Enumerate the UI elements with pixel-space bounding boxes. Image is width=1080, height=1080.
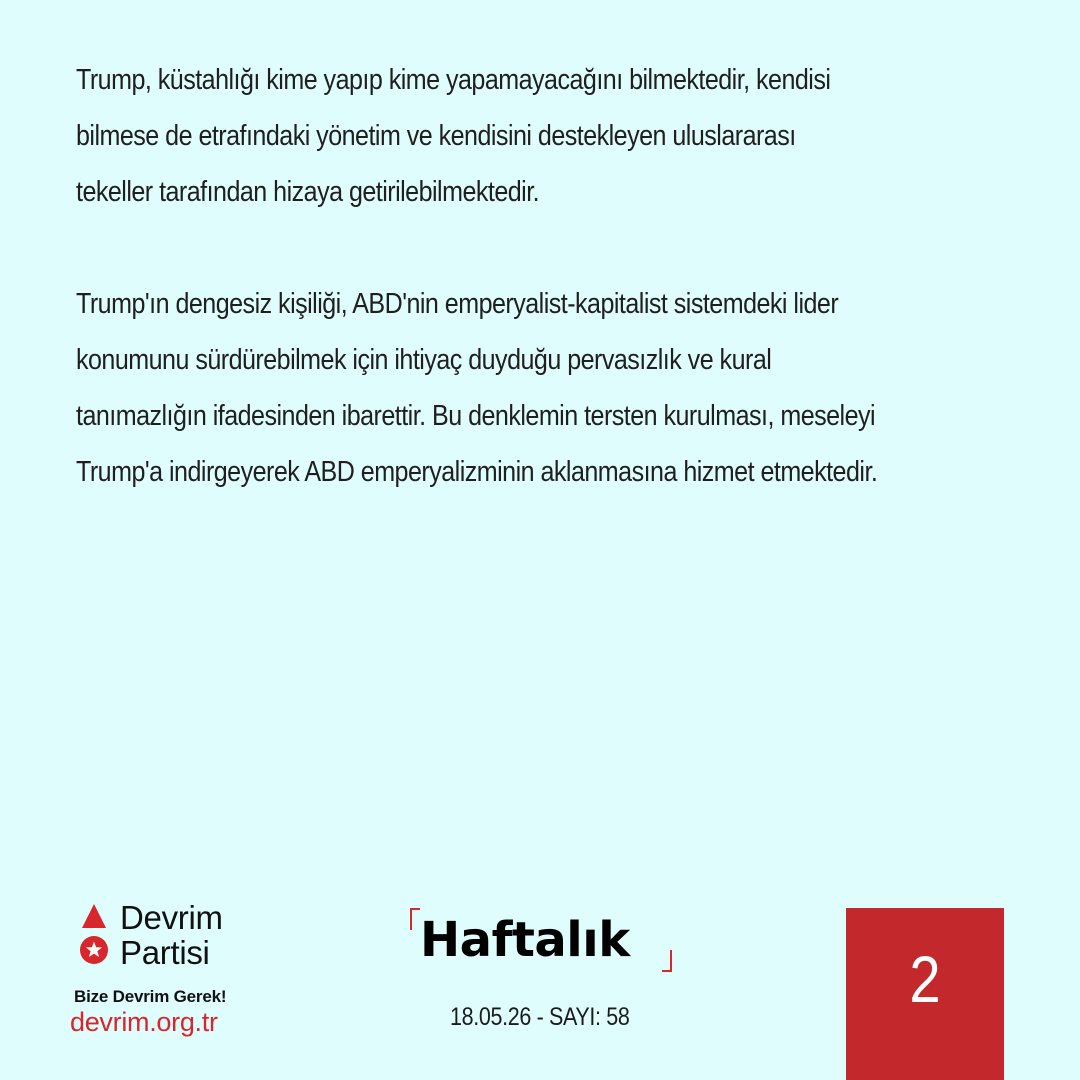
paragraph-1 [76,52,1022,220]
issue-info: 18.05.26 - SAYI: 58 [450,1003,630,1031]
publication-title: Haftalık [420,912,630,968]
party-name [120,900,223,970]
bracket-corner-icon [410,908,420,930]
paragraph-line: Trump, küstahlığı kime yapıp kime yapamayacağını bilmektedir, kendisi [76,64,831,96]
article-body [76,52,1026,500]
red-triangle-star-icon [78,904,110,966]
paragraph-line: tekeller tarafından hizaya getirilebilmektedir. [76,176,540,208]
paragraph-line: tanımazlığın ifadesinden ibarettir. Bu denklemin tersten kurulması, meseleyi [76,400,876,432]
page-number: 2 [909,942,941,1016]
paragraph-line: bilmese de etrafındaki yönetim ve kendisini destekleyen uluslararası [76,120,796,152]
publication-logo [410,908,672,972]
bracket-corner-icon [662,950,672,972]
party-name-line1: Devrim [120,899,223,936]
website-link[interactable]: devrim.org.tr [70,1007,218,1037]
paragraph-2 [76,276,1022,500]
paragraph-line: Trump'ın dengesiz kişiliği, ABD'nin emperyalist-kapitalist sistemdeki lider [76,288,839,320]
paragraph-line: konumunu sürdürebilmek için ihtiyaç duyduğu pervasızlık ve kural [76,344,772,376]
page-number-box [846,908,1004,1080]
paragraph-line: Trump'a indirgeyerek ABD emperyalizminin aklanmasına hizmet etmektedir. [76,456,878,488]
party-name-line2: Partisi [120,934,210,971]
slogan: Bize Devrim Gerek! [74,987,227,1006]
